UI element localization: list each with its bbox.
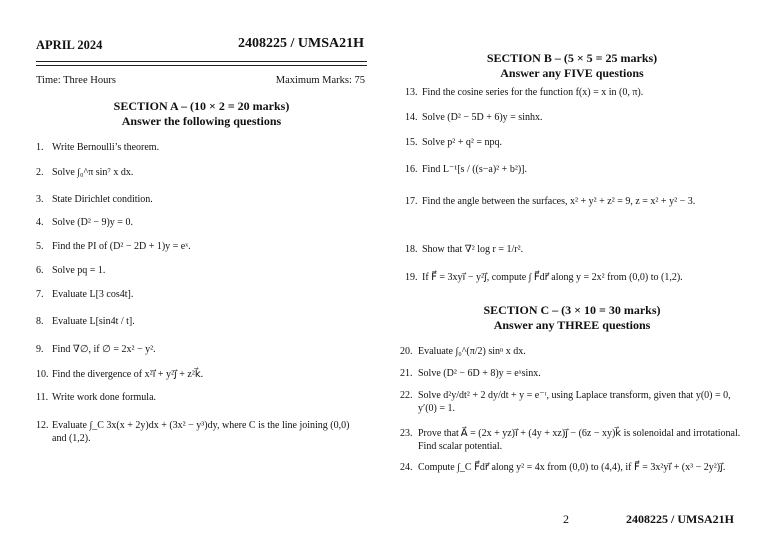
- question-item: [405, 86, 740, 99]
- time-marks-line: [36, 75, 367, 86]
- question-item: [405, 271, 740, 284]
- question-text: Evaluate L[sin4t / t].: [52, 316, 135, 327]
- question-text: Find L⁻¹[s / ((s−a)² + b²)].: [422, 164, 527, 175]
- question-number: 14.: [405, 112, 418, 123]
- question-number: 21.: [400, 368, 413, 379]
- question-item: [36, 240, 356, 253]
- question-item: [36, 166, 356, 179]
- question-item: [405, 163, 740, 176]
- section-b-heading: [402, 51, 742, 81]
- question-text: Solve (D² − 6D + 8)y = eˣsinx.: [418, 368, 541, 379]
- question-text: Solve p² + q² = npq.: [422, 137, 503, 148]
- question-item: [36, 315, 356, 328]
- question-number: 23.: [400, 428, 413, 439]
- question-number: 5.: [36, 241, 44, 252]
- question-text: Evaluate ∫_C 3x(x + 2y)dx + (3x² − y³)dy, where C is the line joining (0,0) and (1,2).: [52, 420, 350, 444]
- question-text: Find the PI of (D² − 2D + 1)y = eˣ.: [52, 241, 191, 252]
- question-number: 12.: [36, 420, 49, 431]
- footer-code: 2408225 / UMSA21H: [626, 512, 734, 526]
- question-number: 9.: [36, 344, 44, 355]
- question-text: Write work done formula.: [52, 392, 157, 403]
- section-c-title: SECTION C – (3 × 10 = 30 marks): [483, 303, 661, 317]
- question-item: [400, 389, 742, 415]
- question-number: 15.: [405, 137, 418, 148]
- question-item: [36, 141, 356, 154]
- question-item: [405, 136, 740, 149]
- question-text: Evaluate L[3 cos4t].: [52, 289, 134, 300]
- question-number: 4.: [36, 217, 44, 228]
- question-item: [36, 343, 356, 356]
- question-number: 19.: [405, 272, 418, 283]
- question-item: [36, 368, 356, 381]
- section-c-subtitle: Answer any THREE questions: [493, 318, 651, 332]
- question-item: [400, 427, 742, 453]
- question-number: 1.: [36, 142, 44, 153]
- header-rule-bottom: [36, 65, 367, 66]
- question-text: If F⃗ = 3xyi⃗ − y²j⃗, compute ∫ F⃗dr⃗ along y = 2x² from (0,0) to (1,2).: [422, 272, 683, 283]
- section-b-subtitle: Answer any FIVE questions: [500, 66, 644, 80]
- exam-month: APRIL 2024: [36, 38, 103, 52]
- question-text: Solve (D² − 5D + 6)y = sinhx.: [422, 112, 543, 123]
- question-item: [36, 391, 356, 404]
- question-item: [400, 367, 742, 380]
- question-text: Solve pq = 1.: [52, 265, 106, 276]
- question-number: 16.: [405, 164, 418, 175]
- question-number: 3.: [36, 194, 44, 205]
- question-item: [400, 345, 742, 358]
- question-number: 10.: [36, 369, 49, 380]
- question-text: Solve ∫₀^π sin⁷ x dx.: [52, 167, 134, 178]
- section-b-title: SECTION B – (5 × 5 = 25 marks): [486, 51, 658, 65]
- question-item: [36, 419, 356, 445]
- question-item: [36, 193, 356, 206]
- header-rule-top: [36, 61, 367, 62]
- question-text: Write Bernoulli’s theorem.: [52, 142, 160, 153]
- question-number: 8.: [36, 316, 44, 327]
- question-number: 20.: [400, 346, 413, 357]
- question-text: Solve d²y/dt² + 2 dy/dt + y = e⁻ᵗ, using Laplace transform, given that y(0) = 0, y′(0) = 1.: [418, 390, 731, 414]
- question-text: Solve (D² − 9)y = 0.: [52, 217, 133, 228]
- section-a-heading: [36, 99, 367, 129]
- question-text: Find the angle between the surfaces, x² + y² + z² = 9, z = x² + y² − 3.: [422, 196, 696, 207]
- time-allowed: Time: Three Hours: [36, 75, 116, 86]
- question-item: [36, 264, 356, 277]
- question-text: Prove that A⃗ = (2x + yz)i⃗ + (4y + xz)j⃗ − (6z − xy)k⃗ is solenoidal and irrotational. Find scalar potential.: [418, 428, 741, 452]
- maximum-marks: Maximum Marks: 75: [275, 75, 365, 86]
- section-c-heading: [402, 303, 742, 333]
- question-number: 7.: [36, 289, 44, 300]
- question-number: 24.: [400, 462, 413, 473]
- question-number: 18.: [405, 244, 418, 255]
- question-item: [400, 461, 742, 474]
- question-number: 11.: [36, 392, 49, 403]
- question-number: 22.: [400, 390, 413, 401]
- section-a-title: SECTION A – (10 × 2 = 20 marks): [113, 99, 290, 113]
- exam-code: 2408225 / UMSA21H: [238, 36, 364, 51]
- question-item: [405, 243, 740, 256]
- page-number: 2: [563, 512, 569, 526]
- question-text: Find the cosine series for the function f(x) = x in (0, π).: [422, 87, 644, 98]
- question-text: Find ∇∅, if ∅ = 2x² − y².: [52, 344, 156, 355]
- question-text: Compute ∫_C F⃗dr⃗ along y² = 4x from (0,0) to (4,4), if F⃗ = 3x²yi⃗ + (x³ − 2y²)j⃗.: [418, 462, 726, 473]
- question-text: Show that ∇² log r = 1/r².: [422, 244, 524, 255]
- question-item: [405, 195, 740, 208]
- question-item: [36, 288, 356, 301]
- question-text: Evaluate ∫₀^(π/2) sinⁿ x dx.: [418, 346, 526, 357]
- question-number: 13.: [405, 87, 418, 98]
- question-text: State Dirichlet condition.: [52, 194, 153, 205]
- question-text: Find the divergence of x²i⃗ + y²j⃗ + z²k⃗.: [52, 369, 204, 380]
- question-item: [36, 216, 356, 229]
- question-number: 2.: [36, 167, 44, 178]
- question-item: [405, 111, 740, 124]
- section-a-subtitle: Answer the following questions: [121, 114, 282, 128]
- question-number: 6.: [36, 265, 44, 276]
- question-number: 17.: [405, 196, 418, 207]
